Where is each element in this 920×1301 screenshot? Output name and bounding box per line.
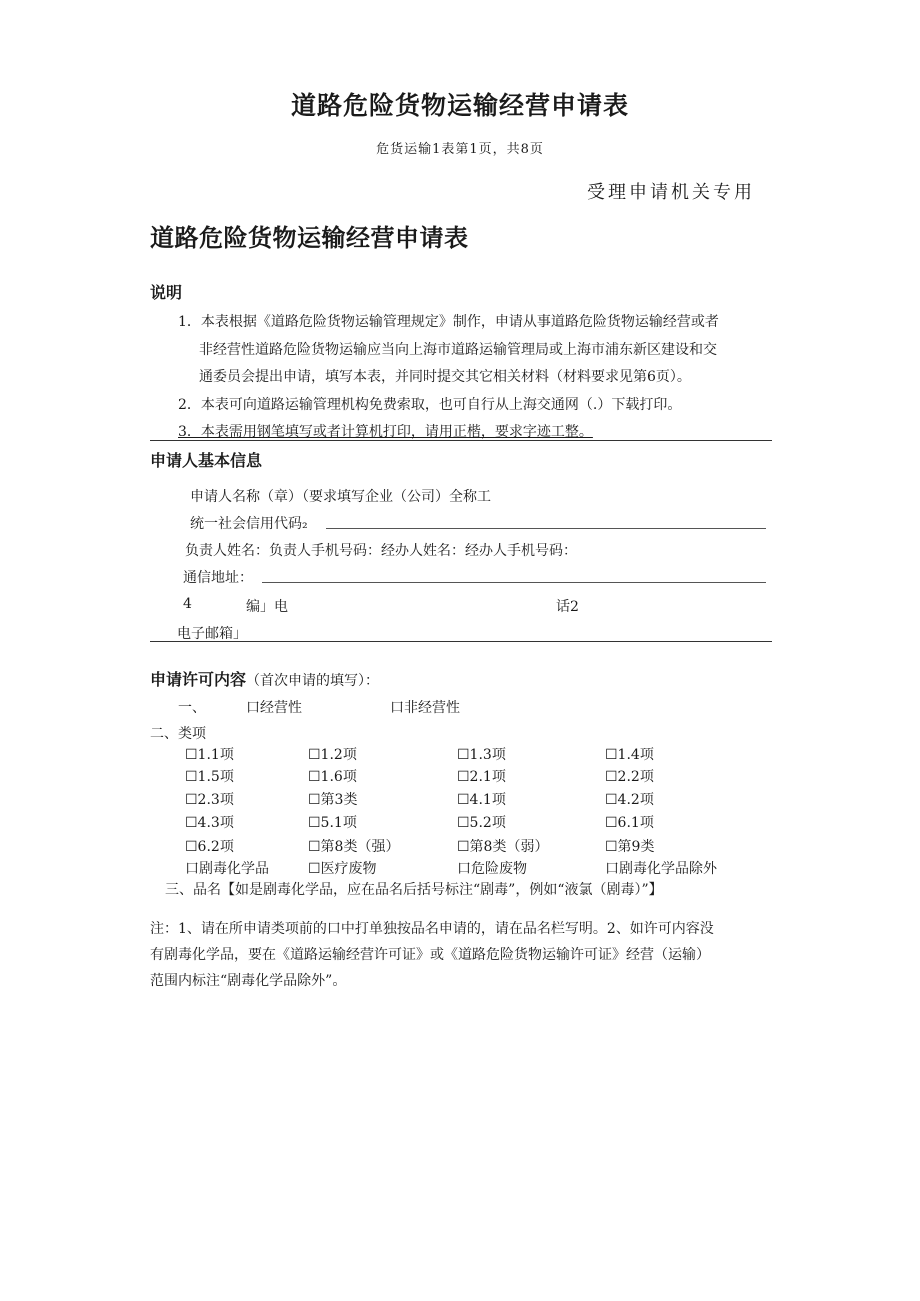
license-heading: 申请许可内容 xyxy=(150,670,247,689)
instruction-item-1-line-2: 非经营性道路危险货物运输应当向上海市道路运输管理局或上海市浦东新区建设和交 xyxy=(199,342,717,358)
divider xyxy=(150,440,772,441)
category-checkbox[interactable]: ☐1.3项 xyxy=(457,747,506,763)
main-title: 道路危险货物运输经营申请表 xyxy=(290,91,629,120)
category-checkbox[interactable]: ☐5.2项 xyxy=(457,815,506,831)
footnote-line-3: 范围内标注“剧毒化学品除外”。 xyxy=(150,973,347,989)
email-field[interactable]: 电子邮箱」 xyxy=(177,626,247,642)
page-info: 危货运输1表第1页，共8页 xyxy=(376,142,544,157)
license-heading-row xyxy=(150,667,379,690)
category-checkbox[interactable]: ☐1.2项 xyxy=(308,747,357,763)
section-1-label: 一、 xyxy=(178,700,206,716)
category-checkbox[interactable]: ☐4.2项 xyxy=(605,792,654,808)
category-checkbox[interactable]: ☐5.1项 xyxy=(308,815,357,831)
credit-code-input[interactable] xyxy=(326,528,766,529)
section-3-product-name: 三、品名【如是剧毒化学品，应在品名后括号标注“剧毒”，例如“液氯（剧毒）”】 xyxy=(165,882,663,898)
category-checkbox[interactable]: ☐医疗废物 xyxy=(308,861,377,877)
category-checkbox[interactable]: ☐2.3项 xyxy=(185,792,234,808)
category-checkbox[interactable]: ☐6.1项 xyxy=(605,815,654,831)
credit-code-label: 统一社会信用代码₂ xyxy=(190,516,308,532)
commercial-checkbox[interactable]: 口经营性 xyxy=(246,700,302,716)
address-label: 通信地址： xyxy=(183,570,253,586)
category-checkbox[interactable]: 口危险废物 xyxy=(457,861,527,877)
category-checkbox[interactable]: ☐1.4项 xyxy=(605,747,654,763)
phone-field[interactable]: 话2 xyxy=(556,599,579,615)
category-checkbox[interactable]: 口剧毒化学品 xyxy=(185,861,269,877)
category-checkbox[interactable]: ☐4.3项 xyxy=(185,815,234,831)
instruction-item-3: 3．本表需用钢笔填写或者计算机打印，请用正楷，要求字迹工整。 xyxy=(178,424,593,440)
instruction-item-1-line-1: 1．本表根据《道路危险货物运输管理规定》制作，申请从事道路危险货物运输经营或者 xyxy=(178,314,719,330)
section-2-label: 二、类项 xyxy=(150,726,206,742)
category-checkbox[interactable]: ☐第8类（强） xyxy=(308,839,400,855)
category-checkbox[interactable]: 口剧毒化学品除外 xyxy=(605,861,717,877)
footnote-line-1: 注：1、请在所申请类项前的口中打单独按品名申请的，请在品名栏写明。2、如许可内容没 xyxy=(150,921,714,937)
official-use-label: 受理申请机关专用 xyxy=(587,182,755,203)
postcode-field[interactable]: 编」电 xyxy=(246,599,288,615)
address-input[interactable] xyxy=(262,582,766,583)
category-checkbox[interactable]: ☐1.1项 xyxy=(185,747,234,763)
license-heading-note: （首次申请的填写）： xyxy=(246,673,380,689)
category-checkbox[interactable]: ☐1.6项 xyxy=(308,769,357,785)
category-checkbox[interactable]: ☐第8类（弱） xyxy=(457,839,549,855)
category-checkbox[interactable]: ☐第3类 xyxy=(308,792,358,808)
category-checkbox[interactable]: ☐1.5项 xyxy=(185,769,234,785)
category-checkbox[interactable]: ☐2.1项 xyxy=(457,769,506,785)
instruction-item-2: 2．本表可向道路运输管理机构免费索取，也可自行从上海交通网（.）下载打印。 xyxy=(178,397,682,413)
category-checkbox[interactable]: ☐6.2项 xyxy=(185,839,234,855)
contacts-line[interactable]: 负责人姓名：负责人手机号码：经办人姓名：经办人手机号码： xyxy=(185,543,577,559)
postcode-number: 4 xyxy=(183,596,192,612)
category-checkbox[interactable]: ☐第9类 xyxy=(605,839,655,855)
applicant-heading: 申请人基本信息 xyxy=(150,451,263,470)
category-checkbox[interactable]: ☐2.2项 xyxy=(605,769,654,785)
divider xyxy=(150,641,772,642)
instruction-item-1-line-3: 通委员会提出申请，填写本表，并同时提交其它相关材料（材料要求见第6页）。 xyxy=(199,369,691,385)
footnote-line-2: 有剧毒化学品，要在《道路运输经营许可证》或《道路危险货物运输许可证》经营（运输） xyxy=(150,947,710,963)
noncommercial-checkbox[interactable]: 口非经营性 xyxy=(390,700,460,716)
form-title: 道路危险货物运输经营申请表 xyxy=(150,224,469,252)
applicant-name-field[interactable]: 申请人名称（章）（要求填写企业（公司）全称工 xyxy=(190,489,491,505)
instructions-heading: 说明 xyxy=(150,283,183,302)
category-checkbox[interactable]: ☐4.1项 xyxy=(457,792,506,808)
